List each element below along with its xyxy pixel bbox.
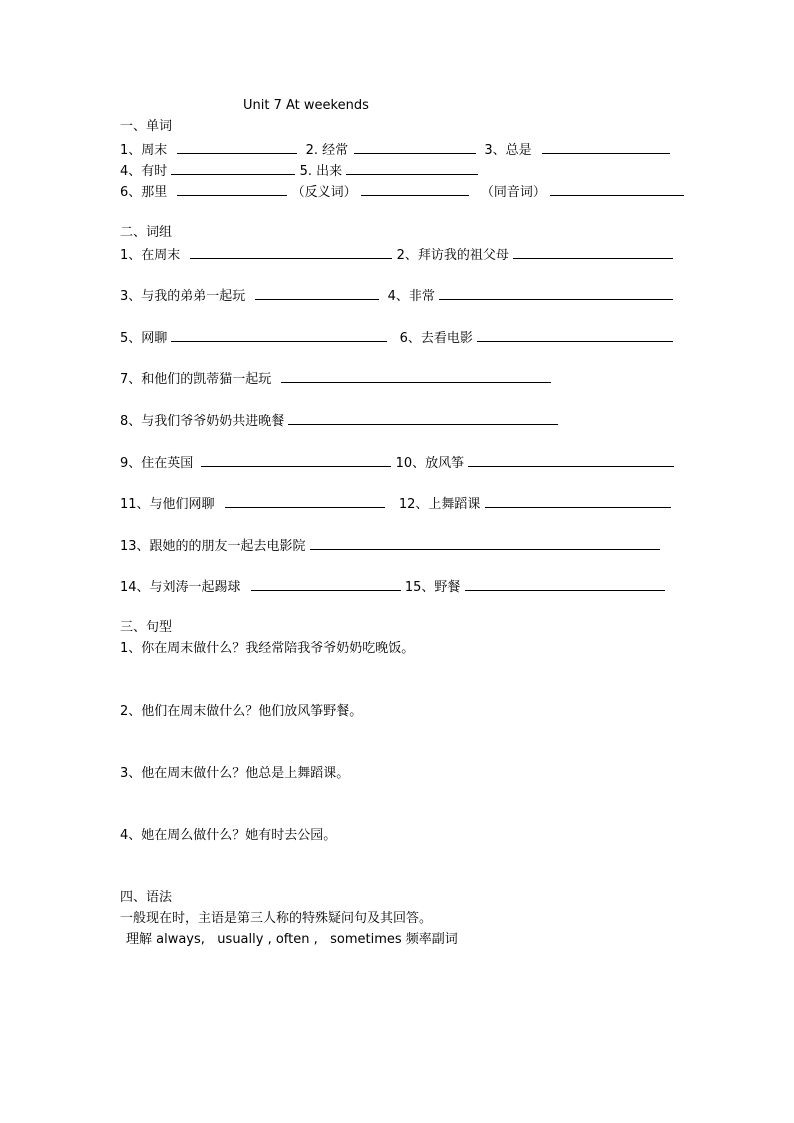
section-heading-grammar: 四、语法 [120, 890, 173, 905]
phrase-label: 5、网聊 [120, 331, 168, 346]
worksheet-title: Unit 7 At weekends [243, 98, 369, 113]
answer-blank[interactable] [281, 369, 551, 383]
grammar-note: 理解 always, usually , often , sometimes 频率副词 [126, 932, 458, 947]
phrase-row [120, 411, 558, 431]
vocab-row-2 [120, 161, 478, 181]
vocab-item-label: 3、总是 [484, 143, 532, 158]
answer-blank[interactable] [177, 182, 287, 196]
sentence-item: 4、她在周么做什么？她有时去公园。 [120, 828, 337, 843]
vocab-item-label: 5. 出来 [299, 164, 343, 179]
phrase-label: 4、非常 [387, 289, 435, 304]
vocab-item-label: 4、有时 [120, 164, 168, 179]
phrase-label: 7、和他们的凯蒂猫一起玩 [120, 372, 272, 387]
vocab-row-3 [120, 182, 684, 202]
answer-blank[interactable] [288, 411, 558, 425]
answer-blank[interactable] [354, 140, 476, 154]
answer-blank[interactable] [177, 140, 297, 154]
phrase-label: 3、与我的弟弟一起玩 [120, 289, 246, 304]
answer-blank[interactable] [251, 577, 401, 591]
phrase-row [120, 369, 551, 389]
answer-blank[interactable] [465, 577, 665, 591]
phrase-label: 15、野餐 [404, 580, 461, 595]
answer-blank[interactable] [201, 453, 391, 467]
phrase-row [120, 536, 660, 556]
section-heading-sentences: 三、句型 [120, 620, 173, 635]
phrase-row [120, 577, 665, 597]
phrase-label: 8、与我们爷爷奶奶共进晚餐 [120, 414, 285, 429]
phrase-label: 2、拜访我的祖父母 [396, 248, 509, 263]
answer-blank[interactable] [477, 328, 673, 342]
vocab-item-label: 2. 经常 [305, 143, 349, 158]
answer-blank[interactable] [171, 161, 295, 175]
answer-blank[interactable] [171, 328, 387, 342]
answer-blank[interactable] [346, 161, 478, 175]
phrase-label: 10、放风筝 [395, 456, 465, 471]
answer-blank[interactable] [255, 286, 379, 300]
phrase-row [120, 453, 674, 473]
answer-blank[interactable] [225, 494, 385, 508]
answer-blank[interactable] [542, 140, 670, 154]
answer-blank[interactable] [361, 182, 469, 196]
answer-blank[interactable] [468, 453, 674, 467]
antonym-label: （反义词） [291, 185, 357, 200]
phrase-row [120, 286, 673, 306]
phrase-label: 12、上舞蹈课 [398, 497, 481, 512]
phrase-label: 6、去看电影 [399, 331, 473, 346]
phrase-label: 1、在周末 [120, 248, 181, 263]
sentence-item: 3、他在周末做什么？他总是上舞蹈课。 [120, 766, 350, 781]
section-heading-phrases: 二、词组 [120, 225, 173, 240]
vocab-item-label: 1、周末 [120, 143, 168, 158]
phrase-label: 9、住在英国 [120, 456, 194, 471]
phrase-row [120, 245, 673, 265]
answer-blank[interactable] [513, 245, 673, 259]
phrase-label: 13、跟她的的朋友一起去电影院 [120, 539, 306, 554]
vocab-row-1 [120, 140, 670, 160]
phrase-label: 11、与他们网聊 [120, 497, 215, 512]
phrase-row [120, 494, 671, 514]
answer-blank[interactable] [485, 494, 671, 508]
phrase-row [120, 328, 673, 348]
answer-blank[interactable] [439, 286, 673, 300]
grammar-note: 一般现在时，主语是第三人称的特殊疑问句及其回答。 [120, 911, 433, 926]
sentence-item: 2、他们在周末做什么？他们放风筝野餐。 [120, 704, 363, 719]
homophone-label: （同音词） [480, 185, 546, 200]
section-heading-vocabulary: 一、单词 [120, 119, 173, 134]
answer-blank[interactable] [550, 182, 684, 196]
vocab-item-label: 6、那里 [120, 185, 168, 200]
phrase-label: 14、与刘涛一起踢球 [120, 580, 241, 595]
answer-blank[interactable] [310, 536, 660, 550]
answer-blank[interactable] [190, 245, 392, 259]
sentence-item: 1、你在周末做什么？我经常陪我爷爷奶奶吃晚饭。 [120, 641, 415, 656]
